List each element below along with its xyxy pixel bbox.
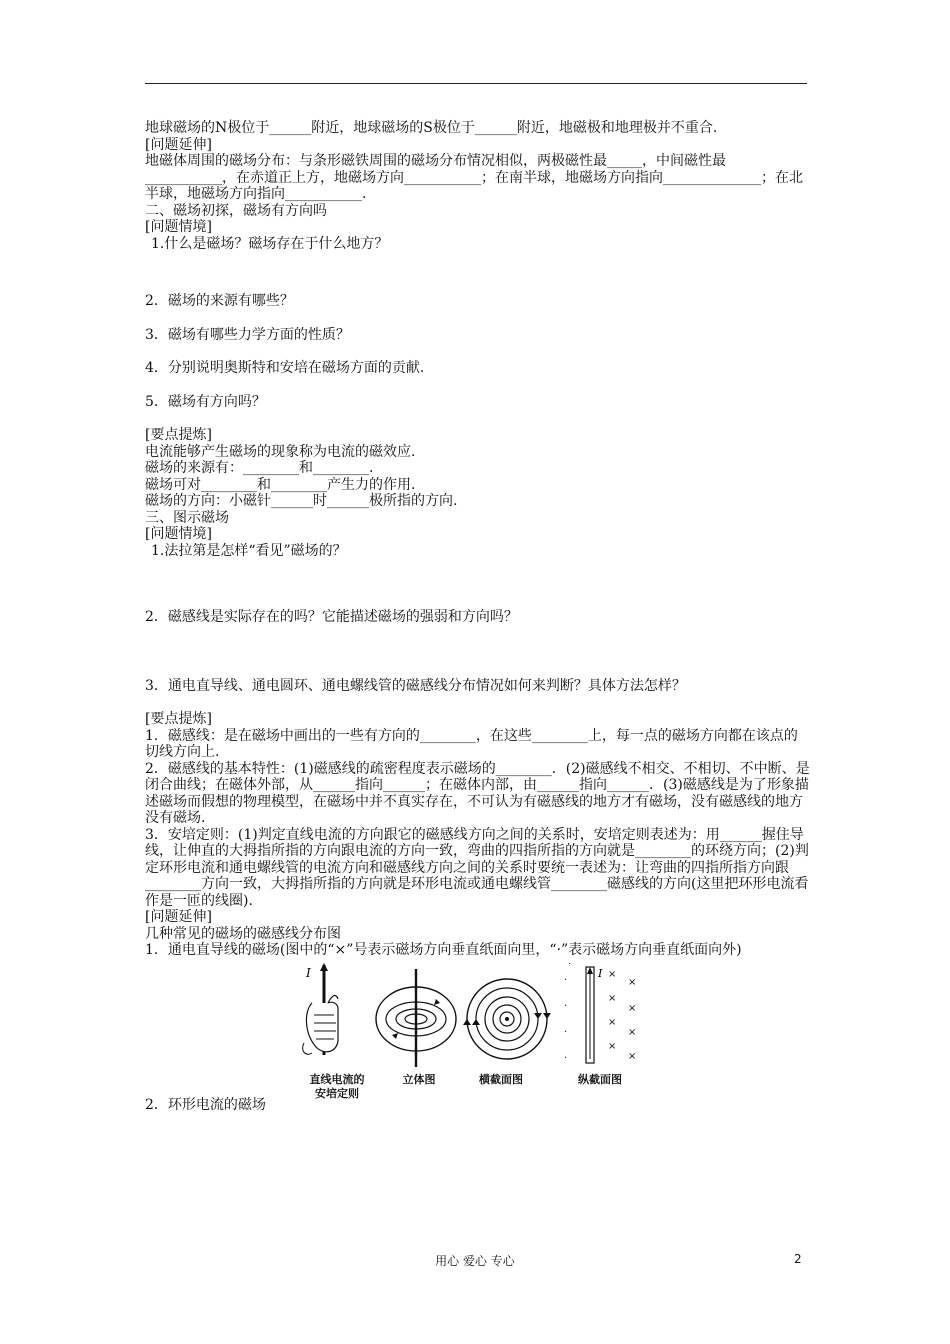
question: 2．环形电流的磁场: [145, 1096, 266, 1113]
section-tag: [问题情境]: [145, 526, 212, 542]
svg-text:×: ×: [628, 976, 637, 988]
svg-text:·: ·: [568, 962, 572, 970]
question: 5．磁场有方向吗？: [145, 393, 266, 410]
svg-text:×: ×: [608, 1040, 617, 1052]
svg-text:×: ×: [628, 1026, 637, 1038]
paragraph: 1．通电直导线的磁场(图中的“×”号表示磁场方向垂直纸面向里，“·”表示磁场方向垂直纸面向外): [145, 942, 742, 958]
paragraph: 磁场的来源有：________和________.: [145, 460, 374, 476]
svg-text:·: ·: [564, 1026, 568, 1038]
question: 1.法拉第是怎样“看见”磁场的？: [151, 542, 347, 559]
section-tag: [要点提炼]: [145, 711, 212, 727]
section-tag: [问题延伸]: [145, 136, 212, 153]
svg-text:×: ×: [628, 1002, 637, 1014]
section-heading: 三、图示磁场: [145, 509, 229, 526]
right-hand-rule-drawing: [303, 963, 338, 1055]
question: 3．通电直导线、通电圆环、通电螺线管的磁感线分布情况如何来判断？具体方法怎样？: [145, 677, 686, 694]
page-number: 2: [794, 1252, 802, 1266]
longitudinal-section-drawing: [564, 963, 636, 1064]
question: 2．磁感线是实际存在的吗？它能描述磁场的强弱和方向吗？: [145, 609, 518, 625]
section-tag: [要点提炼]: [145, 427, 212, 443]
paragraph: 地磁体周围的磁场分布：与条形磁铁周围的磁场分布情况相似，两极磁性最_____，中间磁性最___________，在赤道正上方，地磁场方向___________；在南半球，地磁场方向指向______________；在北半球，地磁场方向指向___________.: [145, 153, 803, 202]
section-tag: [问题情境]: [145, 219, 212, 235]
paragraph: 电流能够产生磁场的现象称为电流的磁效应.: [145, 443, 416, 460]
magnetic-field-figure: [145, 962, 810, 1100]
svg-text:×: ×: [608, 992, 617, 1004]
paragraph: 1．磁感线：是在磁场中画出的一些有方向的________，在这些________上，每一点的磁场方向都在该点的切线方向上.: [145, 727, 798, 760]
cross-section-drawing: [463, 979, 551, 1059]
question: 1.什么是磁场？磁场存在于什么地方？: [151, 235, 389, 252]
section-heading: 二、磁场初探，磁场有方向吗: [145, 202, 327, 219]
question: 2．磁场的来源有哪些？: [145, 293, 294, 309]
section-tag: [问题延伸]: [145, 909, 212, 925]
caption-longitudinal-section: 纵截面图: [578, 1072, 622, 1086]
paragraph: 2．磁感线的基本特性：(1)磁感线的疏密程度表示磁场的________．(2)磁感线不相交、不相切、不中断、是闭合曲线；在磁体外部，从______指向______；在磁体内部，由______指向______．(3)磁感线是为了形象描述磁场而假想的物理模型，在磁场中并不真实存在，不可认为有磁感线的地方才有磁场，没有磁感线的地方没有磁场.: [145, 760, 810, 826]
svg-text:·: ·: [564, 1052, 568, 1064]
document-body: [145, 120, 810, 1113]
current-label-2: I: [598, 966, 603, 980]
svg-text:×: ×: [608, 968, 617, 980]
page-footer: 用心 爱心 专心: [435, 1254, 515, 1268]
header-rule: [145, 83, 807, 84]
paragraph: 磁场可对________和________产生力的作用.: [145, 476, 416, 493]
paragraph: 磁场的方向：小磁针______时______极所指的方向.: [145, 493, 458, 509]
svg-text:×: ×: [628, 1050, 637, 1062]
svg-text:·: ·: [564, 1000, 568, 1012]
current-label: I: [306, 965, 311, 980]
caption-right-hand-rule: 直线电流的安培定则: [309, 1072, 365, 1100]
paragraph: 几种常见的磁场的磁感线分布图: [145, 925, 341, 942]
paragraph: 地球磁场的N极位于______附近，地球磁场的S极位于______附近，地磁极和地理极并不重合.: [145, 120, 718, 136]
question: 3．磁场有哪些力学方面的性质？: [145, 326, 350, 343]
caption-cross-section: 横截面图: [479, 1072, 523, 1086]
three-d-view-drawing: [376, 969, 456, 1067]
svg-text:×: ×: [608, 1016, 617, 1028]
svg-text:·: ·: [564, 974, 568, 986]
question: 4．分别说明奥斯特和安培在磁场方面的贡献.: [145, 360, 425, 376]
figure-drawing: [302, 963, 642, 1071]
paragraph: 3．安培定则：(1)判定直线电流的方向跟它的磁感线方向之间的关系时，安培定则表述为：用______握住导线，让伸直的大拇指所指的方向跟电流的方向一致，弯曲的四指所指的方向就是________的环绕方向；(2)判定环形电流和通电螺线管的电流方向和磁感线方向之间的关系时要统一表述为：让弯曲的四指所指方向跟________方向一致，大拇指所指的方向就是环形电流或通电螺线管________磁感线的方向(这里把环形电流看作是一匝的线圈).: [145, 826, 809, 909]
caption-3d-view: 立体图: [402, 1072, 436, 1086]
